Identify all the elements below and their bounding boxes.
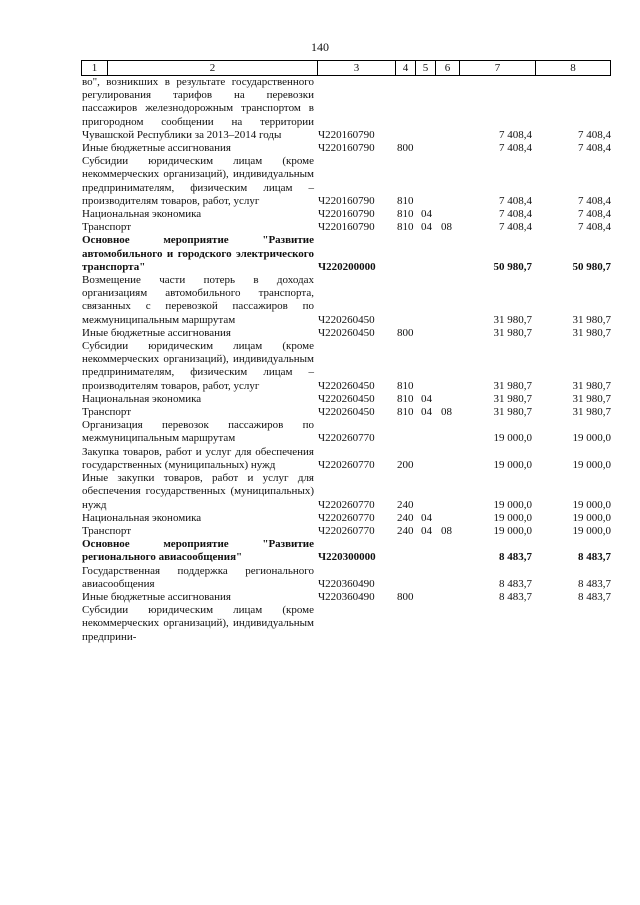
header-col-3: 3 — [317, 61, 395, 75]
row-description: Основное мероприятие "Развитие автомобильного и городского электрического транспорта" — [82, 234, 314, 273]
table-row — [81, 538, 611, 564]
header-col-2: 2 — [107, 61, 317, 75]
section-code: 04 — [421, 406, 432, 419]
expense-type-code: 810 — [397, 208, 414, 221]
amount-col-8: 8 483,7 — [578, 551, 611, 564]
expense-type-code: 810 — [397, 194, 414, 207]
table-row — [81, 472, 611, 512]
header-col-8: 8 — [535, 61, 611, 75]
amount-col-8: 8 483,7 — [578, 590, 611, 603]
expense-type-code: 240 — [397, 498, 414, 511]
table-row — [81, 591, 611, 604]
target-article-code: Ч220260450 — [318, 406, 375, 419]
expense-type-code: 810 — [397, 406, 414, 419]
target-article-code: Ч220260450 — [318, 392, 375, 405]
section-code: 04 — [421, 208, 432, 221]
amount-col-8: 7 408,4 — [578, 221, 611, 234]
amount-col-8: 19 000,0 — [572, 432, 611, 445]
table-row — [81, 155, 611, 208]
target-article-code: Ч220260450 — [318, 313, 375, 326]
row-description: Государственная поддержка регионального авиасообщения — [82, 564, 314, 590]
expense-type-code: 800 — [397, 142, 414, 155]
table-row — [81, 234, 611, 274]
amount-col-7: 31 980,7 — [493, 406, 532, 419]
table-row — [81, 274, 611, 327]
subsection-code: 08 — [441, 524, 452, 537]
expense-type-code: 200 — [397, 458, 414, 471]
target-article-code: Ч220260770 — [318, 458, 375, 471]
row-description: Иные бюджетные ассигнования — [82, 590, 231, 603]
table-row — [81, 221, 611, 234]
row-description: Возмещение части потерь в доходах организациям автомобильного транспорта, связанных с перевозкой пассажиров по межмуниципальным маршрутам — [82, 274, 314, 326]
target-article-code: Ч220260450 — [318, 379, 375, 392]
amount-col-7: 31 980,7 — [493, 313, 532, 326]
row-description: Национальная экономика — [82, 208, 202, 221]
budget-table — [81, 60, 611, 644]
row-description: Субсидии юридическим лицам (кроме некоммерческих организаций), индивидуальным предприни- — [82, 604, 314, 643]
amount-col-7: 31 980,7 — [493, 379, 532, 392]
table-row — [81, 327, 611, 340]
expense-type-code: 800 — [397, 590, 414, 603]
row-description: Национальная экономика — [82, 392, 202, 405]
row-description: во", возникших в результате государственного регулирования тарифов на перевозки пассажиров железнодорожным транспортом в пригородном сообщении на территории Чувашской Республики за 2013–2014 годы — [82, 76, 314, 141]
amount-col-7: 19 000,0 — [493, 432, 532, 445]
amount-col-7: 19 000,0 — [493, 498, 532, 511]
target-article-code: Ч220300000 — [318, 551, 376, 564]
target-article-code: Ч220260770 — [318, 498, 375, 511]
amount-col-7: 19 000,0 — [493, 524, 532, 537]
amount-col-8: 7 408,4 — [578, 128, 611, 141]
table-row — [81, 604, 611, 644]
amount-col-7: 19 000,0 — [493, 511, 532, 524]
amount-col-8: 19 000,0 — [572, 498, 611, 511]
section-code: 04 — [421, 524, 432, 537]
section-code: 04 — [421, 511, 432, 524]
target-article-code: Ч220260770 — [318, 432, 375, 445]
row-description: Организация перевозок пассажиров по межмуниципальным маршрутам — [82, 419, 314, 445]
page-number: 140 — [311, 40, 329, 54]
target-article-code: Ч220360490 — [318, 590, 375, 603]
table-row — [81, 565, 611, 591]
subsection-code: 08 — [441, 221, 452, 234]
amount-col-8: 31 980,7 — [572, 406, 611, 419]
subsection-code: 08 — [441, 406, 452, 419]
amount-col-7: 7 408,4 — [499, 221, 532, 234]
row-description: Иные закупки товаров, работ и услуг для обеспечения государственных (муниципальных) нужд — [82, 472, 314, 511]
header-col-5: 5 — [415, 61, 435, 75]
target-article-code: Ч220160790 — [318, 208, 375, 221]
amount-col-7: 8 483,7 — [499, 577, 532, 590]
target-article-code: Ч220260770 — [318, 524, 375, 537]
amount-col-7: 7 408,4 — [499, 194, 532, 207]
row-description: Субсидии юридическим лицам (кроме некоммерческих организаций), индивидуальным предпринимателям, физическим лицам – производителям товаров, работ, услуг — [82, 340, 314, 392]
amount-col-7: 31 980,7 — [493, 392, 532, 405]
table-row — [81, 512, 611, 525]
amount-col-8: 19 000,0 — [572, 524, 611, 537]
table-row — [81, 76, 611, 142]
target-article-code: Ч220160790 — [318, 142, 375, 155]
target-article-code: Ч220360490 — [318, 577, 375, 590]
amount-col-7: 7 408,4 — [499, 128, 532, 141]
table-row — [81, 393, 611, 406]
amount-col-7: 7 408,4 — [499, 208, 532, 221]
section-code: 04 — [421, 392, 432, 405]
amount-col-8: 7 408,4 — [578, 194, 611, 207]
table-row — [81, 406, 611, 419]
amount-col-7: 8 483,7 — [499, 551, 532, 564]
target-article-code: Ч220260450 — [318, 326, 375, 339]
amount-col-8: 8 483,7 — [578, 577, 611, 590]
amount-col-8: 7 408,4 — [578, 142, 611, 155]
row-description: Иные бюджетные ассигнования — [82, 326, 231, 339]
amount-col-7: 8 483,7 — [499, 590, 532, 603]
amount-col-7: 19 000,0 — [493, 458, 532, 471]
header-col-4: 4 — [395, 61, 415, 75]
row-description: Транспорт — [82, 524, 132, 537]
expense-type-code: 810 — [397, 221, 414, 234]
row-description: Транспорт — [82, 221, 132, 234]
table-row — [81, 142, 611, 155]
table-row — [81, 419, 611, 445]
amount-col-8: 31 980,7 — [572, 392, 611, 405]
table-body — [81, 76, 611, 644]
row-description: Субсидии юридическим лицам (кроме некоммерческих организаций), индивидуальным предпринимателям, физическим лицам – производителям товаров, работ, услуг — [82, 155, 314, 207]
table-row — [81, 525, 611, 538]
target-article-code: Ч220160790 — [318, 194, 375, 207]
amount-col-8: 31 980,7 — [572, 379, 611, 392]
row-description: Закупка товаров, работ и услуг для обеспечения государственных (муниципальных) нужд — [82, 445, 314, 471]
table-row — [81, 208, 611, 221]
target-article-code: Ч220200000 — [318, 260, 376, 273]
expense-type-code: 810 — [397, 392, 414, 405]
amount-col-8: 7 408,4 — [578, 208, 611, 221]
amount-col-8: 31 980,7 — [572, 313, 611, 326]
amount-col-7: 7 408,4 — [499, 142, 532, 155]
expense-type-code: 810 — [397, 379, 414, 392]
amount-col-8: 31 980,7 — [572, 326, 611, 339]
target-article-code: Ч220160790 — [318, 128, 375, 141]
table-row — [81, 446, 611, 472]
section-code: 04 — [421, 221, 432, 234]
row-description: Иные бюджетные ассигнования — [82, 142, 231, 155]
header-col-6: 6 — [435, 61, 459, 75]
amount-col-8: 19 000,0 — [572, 458, 611, 471]
amount-col-7: 50 980,7 — [493, 260, 532, 273]
row-description: Основное мероприятие "Развитие регионального авиасообщения" — [82, 538, 314, 564]
target-article-code: Ч220260770 — [318, 511, 375, 524]
amount-col-7: 31 980,7 — [493, 326, 532, 339]
expense-type-code: 240 — [397, 511, 414, 524]
row-description: Национальная экономика — [82, 511, 202, 524]
table-row — [81, 340, 611, 393]
amount-col-8: 50 980,7 — [572, 260, 611, 273]
expense-type-code: 800 — [397, 326, 414, 339]
target-article-code: Ч220160790 — [318, 221, 375, 234]
row-description: Транспорт — [82, 406, 132, 419]
table-header — [81, 60, 611, 76]
header-col-7: 7 — [459, 61, 535, 75]
amount-col-8: 19 000,0 — [572, 511, 611, 524]
header-col-1: 1 — [81, 61, 107, 75]
expense-type-code: 240 — [397, 524, 414, 537]
